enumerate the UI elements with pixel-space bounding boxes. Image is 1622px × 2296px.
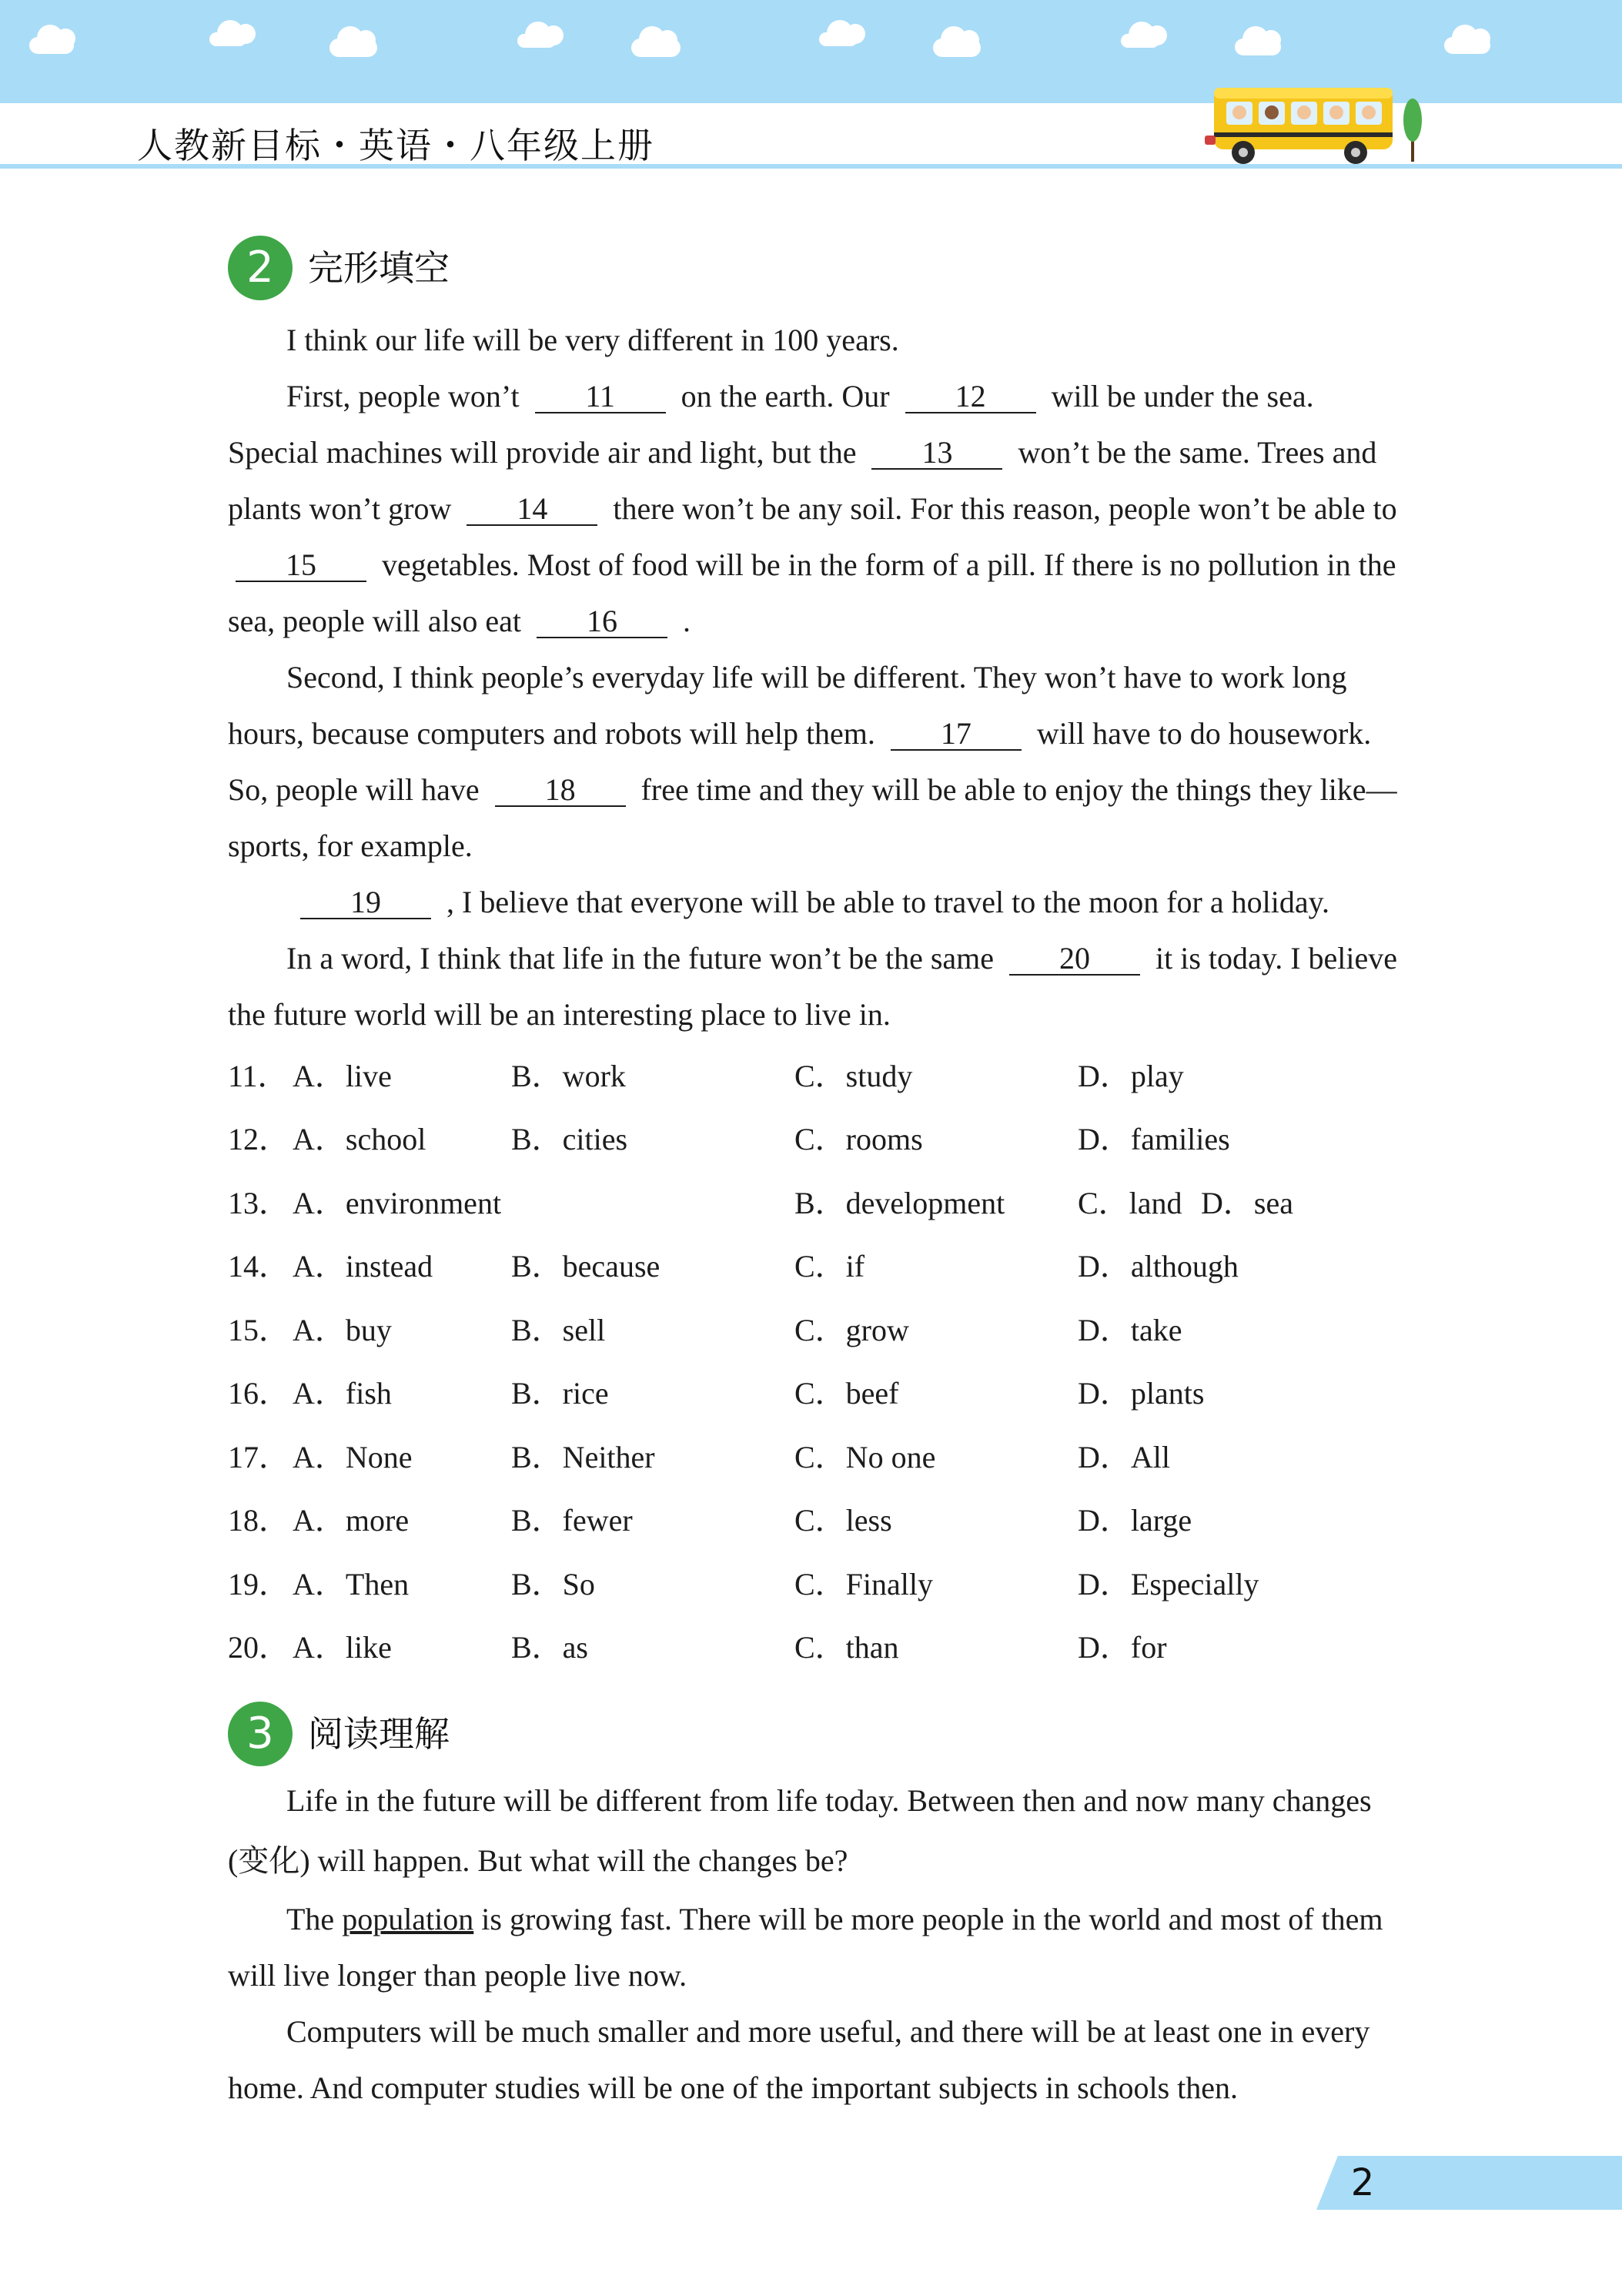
option-b: B．Neither bbox=[511, 1440, 655, 1474]
blank-19: 19 bbox=[300, 887, 431, 919]
blank-11: 11 bbox=[535, 381, 666, 413]
cloud-icon bbox=[209, 32, 246, 46]
option-a: A．Then bbox=[293, 1567, 410, 1602]
paragraph-text: on the earth. Our bbox=[673, 379, 898, 413]
passage-paragraph bbox=[228, 649, 1398, 874]
option-c: C．beef bbox=[794, 1376, 899, 1411]
option-b: B．because bbox=[511, 1249, 661, 1284]
blank-16: 16 bbox=[537, 606, 667, 638]
option-b: B．fewer bbox=[511, 1503, 633, 1538]
question-number: 14． bbox=[228, 1249, 289, 1284]
paragraph-text: will have to do housework. So, people will have bbox=[228, 716, 1372, 807]
page-number: 2 bbox=[1350, 2161, 1375, 2204]
cloud-icon bbox=[933, 38, 981, 57]
passage-paragraph bbox=[228, 930, 1398, 1043]
option-d: D．for bbox=[1078, 1630, 1167, 1665]
options-row bbox=[228, 1561, 1429, 1608]
options-row bbox=[228, 1625, 1429, 1671]
option-d: D．Especially bbox=[1078, 1567, 1259, 1602]
paragraph-text: is growing fast. There will be more people in the world and most of them will live longer than people live now. bbox=[228, 1902, 1383, 1993]
option-c: C．No one bbox=[794, 1440, 936, 1474]
option-c: C．if bbox=[794, 1249, 865, 1284]
options-row bbox=[228, 1307, 1429, 1354]
option-a: A．instead bbox=[293, 1249, 433, 1284]
paragraph-text: The bbox=[286, 1902, 343, 1936]
option-d: D．large bbox=[1078, 1503, 1192, 1538]
options-row bbox=[228, 1243, 1429, 1290]
reading-paragraph bbox=[228, 1771, 1398, 1891]
paragraph-text: First, people won’t bbox=[286, 379, 527, 413]
paragraph-text: I think our life will be very different in 100 years. bbox=[286, 323, 899, 357]
option-c: C．grow bbox=[794, 1313, 909, 1347]
options-row bbox=[228, 1434, 1429, 1481]
option-a: A．fish bbox=[293, 1376, 392, 1411]
cloud-icon bbox=[29, 37, 74, 54]
question-number: 15． bbox=[228, 1313, 289, 1347]
option-c: C．Finally bbox=[794, 1567, 934, 1602]
reading-paragraph bbox=[228, 2003, 1398, 2116]
passage-paragraph bbox=[228, 312, 1398, 368]
option-a: A．None bbox=[293, 1440, 413, 1474]
option-a: A．school bbox=[293, 1122, 426, 1156]
option-d: D．although bbox=[1078, 1249, 1239, 1284]
option-b: B．development bbox=[794, 1186, 1005, 1220]
section-number-badge: 3 bbox=[228, 1702, 293, 1766]
blank-13: 13 bbox=[871, 437, 1002, 470]
option-d: D．All bbox=[1078, 1440, 1170, 1474]
cloud-icon bbox=[1444, 37, 1490, 54]
passage-paragraph bbox=[228, 874, 1398, 930]
option-b: B．as bbox=[511, 1630, 588, 1665]
paragraph-text: it is today. I believe the future world will be an interesting place to live in. bbox=[228, 941, 1397, 1032]
passage-paragraph bbox=[228, 368, 1398, 649]
book-title: 人教新目标・英语・八年级上册 bbox=[137, 125, 654, 166]
school-bus-icon bbox=[1205, 74, 1436, 169]
option-d: D．plants bbox=[1078, 1376, 1205, 1411]
question-number: 12． bbox=[228, 1122, 289, 1156]
cloud-icon bbox=[1121, 34, 1159, 48]
blank-15: 15 bbox=[236, 550, 366, 582]
option-b: B．So bbox=[511, 1567, 595, 1602]
question-number: 20． bbox=[228, 1630, 289, 1665]
section-number-badge: 2 bbox=[228, 236, 293, 300]
options-row bbox=[228, 1116, 1429, 1163]
cloud-icon bbox=[329, 38, 377, 57]
paragraph-text: In a word, I think that life in the future won’t be the same bbox=[286, 941, 1002, 976]
cloud-icon bbox=[631, 38, 681, 57]
blank-17: 17 bbox=[891, 718, 1022, 751]
blank-12: 12 bbox=[905, 381, 1036, 413]
paragraph-text: will be under the sea. Special machines will provide air and light, but the bbox=[228, 379, 1314, 470]
cloud-icon bbox=[819, 32, 858, 46]
option-c: C．study bbox=[794, 1059, 913, 1093]
reading-paragraph bbox=[228, 1891, 1398, 2003]
option-a: A．more bbox=[293, 1503, 410, 1538]
section-title: 阅读理解 bbox=[308, 1713, 450, 1755]
option-a: A．live bbox=[293, 1059, 392, 1093]
option-a: A．buy bbox=[293, 1313, 392, 1347]
options-row bbox=[228, 1371, 1429, 1417]
option-a: A．like bbox=[293, 1630, 392, 1665]
paragraph-text: won’t be the same. Trees and plants won’t grow bbox=[228, 435, 1377, 526]
options-row bbox=[228, 1053, 1429, 1099]
question-number: 13． bbox=[228, 1186, 289, 1220]
blank-20: 20 bbox=[1009, 943, 1140, 976]
paragraph-text: vegetables. Most of food will be in the form of a pill. If there is no pollution in the sea, people will also eat bbox=[228, 547, 1396, 638]
underlined-word: population bbox=[342, 1902, 474, 1936]
blank-18: 18 bbox=[495, 775, 626, 807]
cloud-icon bbox=[517, 34, 556, 48]
paragraph-text: . bbox=[674, 604, 691, 638]
options-row bbox=[228, 1180, 1429, 1227]
option-b: B．cities bbox=[511, 1122, 628, 1156]
paragraph-text: Computers will be much smaller and more useful, and there will be at least one in every home. And computer studies will be one of the important subjects in schools then. bbox=[228, 2014, 1370, 2105]
option-b: B．sell bbox=[511, 1313, 606, 1347]
paragraph-text: free time and they will be able to enjoy the things they like—sports, for example. bbox=[228, 772, 1397, 863]
question-number: 18． bbox=[228, 1503, 289, 1538]
option-b: B．work bbox=[511, 1059, 626, 1093]
option-d: D．families bbox=[1078, 1122, 1230, 1156]
paragraph-text: Second, I think people’s everyday life will be different. They won’t have to work long hours, because computers and robots will help them. bbox=[228, 660, 1347, 751]
paragraph-text: Life in the future will be different from life today. Between then and now many changes (变化) will happen. But what will the changes be? bbox=[228, 1783, 1372, 1878]
option-b: B．rice bbox=[511, 1376, 609, 1411]
option-c: C．less bbox=[794, 1503, 892, 1538]
section-title: 完形填空 bbox=[308, 247, 450, 289]
question-number: 11． bbox=[228, 1059, 289, 1093]
option-d: D．play bbox=[1078, 1059, 1184, 1093]
paragraph-text: , I believe that everyone will be able to travel to the moon for a holiday. bbox=[439, 885, 1330, 919]
cloud-icon bbox=[1235, 38, 1281, 55]
option-c: C．land bbox=[1078, 1186, 1182, 1220]
option-c: C．than bbox=[794, 1630, 899, 1665]
question-number: 17． bbox=[228, 1440, 289, 1474]
option-a: A．environment bbox=[293, 1186, 502, 1220]
options-row bbox=[228, 1498, 1429, 1544]
blank-14: 14 bbox=[467, 494, 597, 526]
option-d: D．sea bbox=[1201, 1186, 1293, 1220]
paragraph-text: there won’t be any soil. For this reason, people won’t be able to bbox=[605, 491, 1397, 526]
option-d: D．take bbox=[1078, 1313, 1182, 1347]
question-number: 19． bbox=[228, 1567, 289, 1602]
question-number: 16． bbox=[228, 1376, 289, 1411]
option-c: C．rooms bbox=[794, 1122, 923, 1156]
